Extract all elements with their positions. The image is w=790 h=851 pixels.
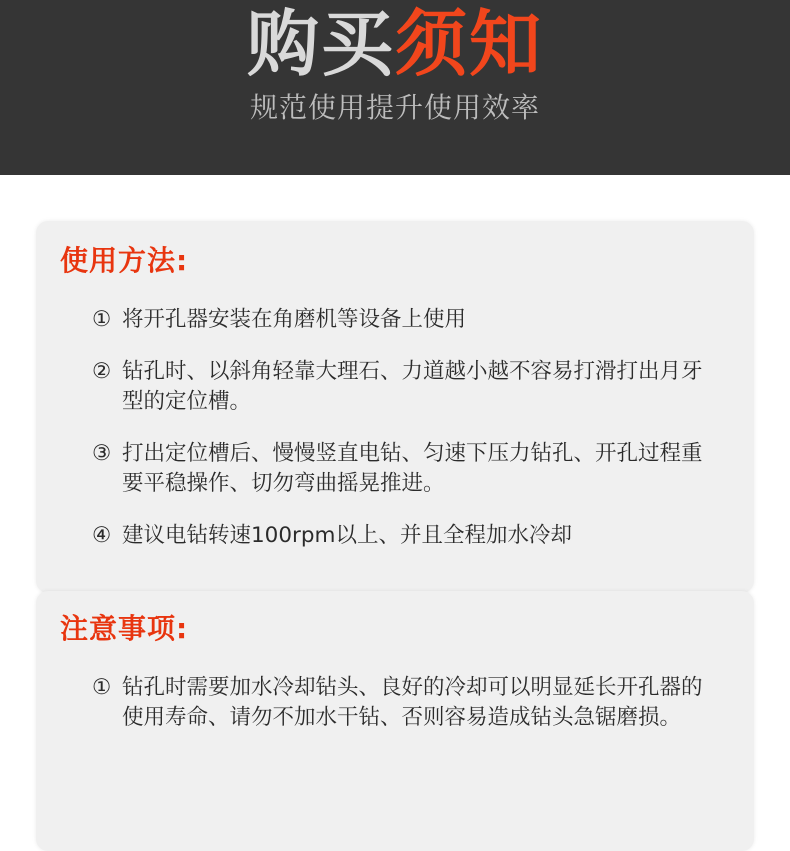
banner-subtitle: 规范使用提升使用效率 <box>249 91 540 124</box>
usage-item-text: 打出定位槽后、慢慢竖直电钻、匀速下压力钻孔、开孔过程重要平稳操作、切勿弯曲摇晃推进。 <box>122 441 703 496</box>
banner-title-accent: 须知 <box>395 2 544 86</box>
usage-item-text: 建议电钻转速100rpm以上、并且全程加水冷却 <box>122 523 572 548</box>
notes-heading: 注意事项: <box>60 612 189 645</box>
usage-item-number: ④ <box>92 523 112 548</box>
notes-item-number: ① <box>92 675 112 700</box>
usage-card <box>36 221 754 593</box>
usage-item-text: 钻孔时、以斜角轻靠大理石、力道越小越不容易打滑打出月牙型的定位槽。 <box>122 359 703 414</box>
usage-heading: 使用方法: <box>60 244 189 277</box>
usage-item-2 <box>92 357 712 417</box>
banner-title <box>0 0 790 88</box>
notes-item-text: 钻孔时需要加水冷却钻头、良好的冷却可以明显延长开孔器的使用寿命、请勿不加水干钻、否则容易造成钻头急锯磨损。 <box>122 675 703 730</box>
header-banner <box>0 0 790 175</box>
usage-item-number: ① <box>92 307 112 332</box>
notes-item-1 <box>92 673 712 733</box>
banner-title-plain: 购买 <box>246 2 395 86</box>
usage-item-number: ③ <box>92 441 112 466</box>
usage-item-number: ② <box>92 359 112 384</box>
usage-item-4 <box>92 521 712 551</box>
usage-item-text: 将开孔器安装在角磨机等设备上使用 <box>122 307 467 332</box>
usage-item-3 <box>92 439 712 499</box>
notes-card <box>36 591 754 851</box>
usage-item-1 <box>92 305 712 335</box>
